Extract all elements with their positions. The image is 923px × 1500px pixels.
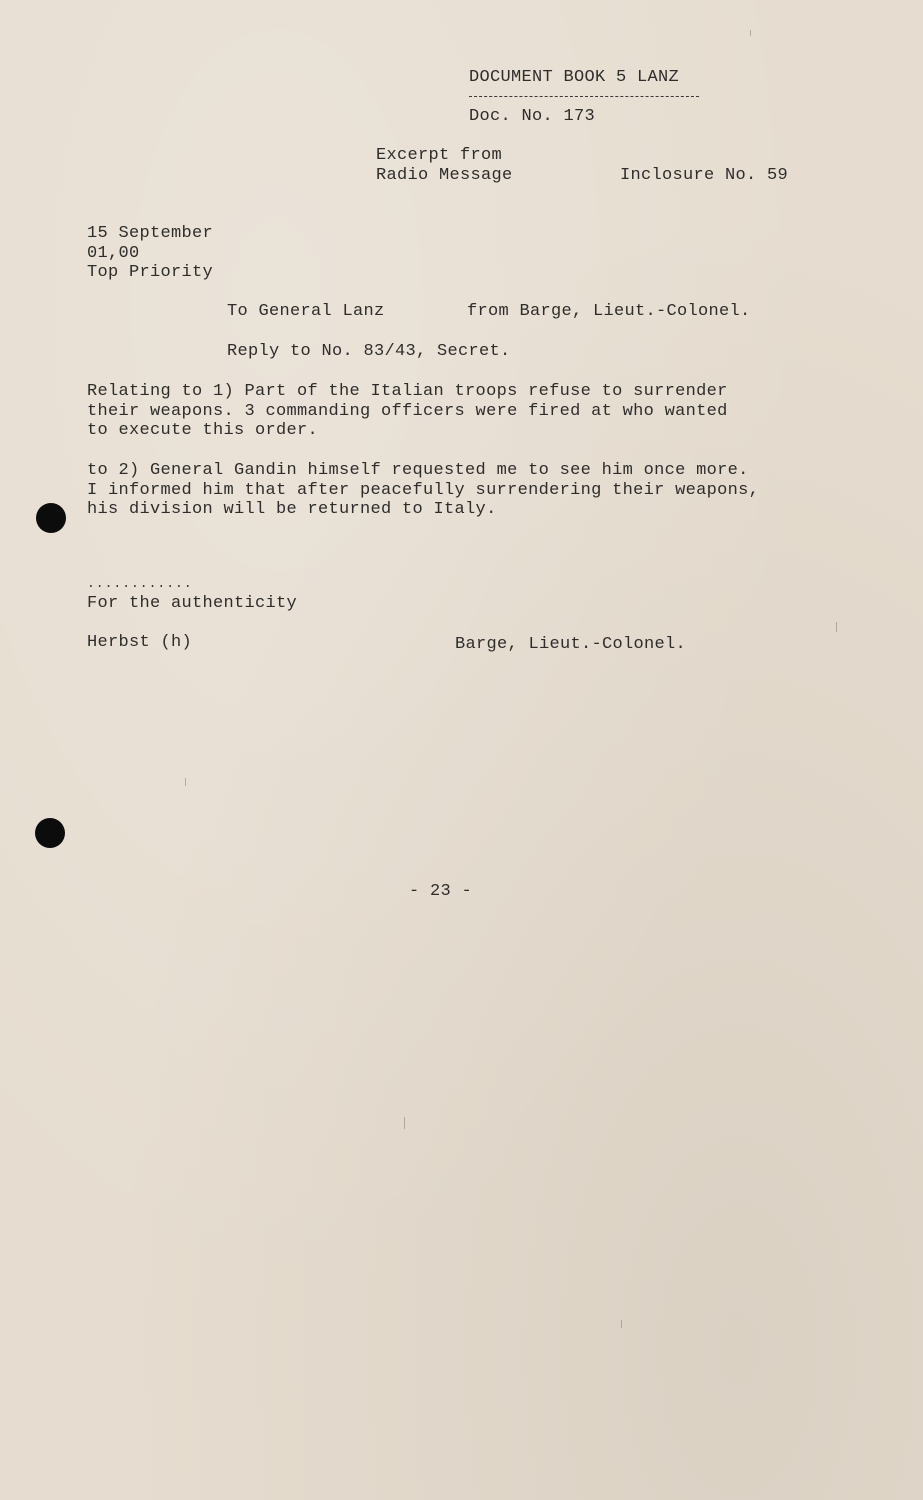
paragraph-2-line: his division will be returned to Italy. [87, 500, 497, 519]
page-number: - 23 - [409, 882, 473, 901]
inclosure-number: Inclosure No. 59 [620, 166, 789, 185]
book-title: DOCUMENT BOOK 5 LANZ [469, 68, 680, 87]
signature-dots: ............ [87, 576, 193, 591]
doc-number: Doc. No. 173 [469, 107, 596, 126]
message-time: 01,00 [87, 244, 140, 263]
paragraph-1-line: their weapons. 3 commanding officers were fired at who wanted [87, 402, 728, 421]
paper-fleck [404, 1117, 405, 1129]
authenticity-label: For the authenticity [87, 594, 298, 613]
caption-line-1: Excerpt from [376, 146, 503, 165]
paper-fleck [750, 30, 751, 36]
punch-hole [36, 503, 66, 533]
title-underline [469, 96, 699, 97]
message-priority: Top Priority [87, 263, 214, 282]
paragraph-1-line: Relating to 1) Part of the Italian troops refuse to surrender [87, 382, 728, 401]
punch-hole [35, 818, 65, 848]
sender-signature: Barge, Lieut.-Colonel. [455, 635, 687, 654]
paragraph-1-line: to execute this order. [87, 421, 319, 440]
paper-fleck [836, 622, 837, 632]
reply-reference: Reply to No. 83/43, Secret. [227, 342, 511, 361]
message-date: 15 September [87, 224, 214, 243]
paper-fleck [621, 1320, 622, 1328]
recipient: To General Lanz [227, 302, 385, 321]
certifier-name: Herbst (h) [87, 633, 193, 652]
paragraph-2-line: I informed him that after peacefully surrendering their weapons, [87, 481, 760, 500]
paragraph-2-line: to 2) General Gandin himself requested me to see him once more. [87, 461, 749, 480]
paper-fleck [185, 778, 186, 786]
sender: from Barge, Lieut.-Colonel. [467, 302, 751, 321]
caption-line-2: Radio Message [376, 166, 513, 185]
